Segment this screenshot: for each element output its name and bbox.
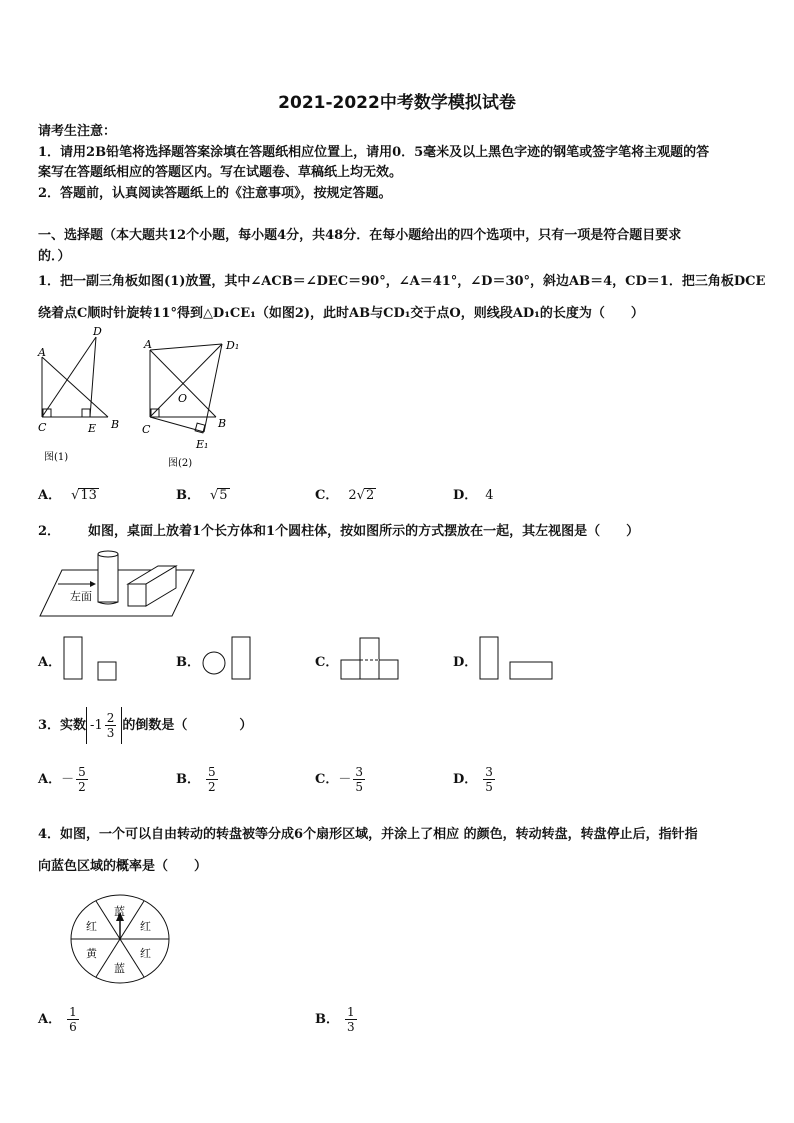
q2-number: 2． [38,524,61,539]
notice-heading: 请考生注意： [38,124,117,139]
fig2-label-o: O [178,392,188,405]
q1-option-a: A． √13 [38,488,97,503]
notice-item2: 2．答题前，认真阅读答题纸上的《注意事项》，按规定答题。 [38,186,392,201]
notice-item1-line2: 案写在答题纸相应的答题区内。写在试题卷、草稿纸上均无效。 [38,165,403,180]
q3-option-b: B． $\frac{5}{2}$ [176,765,216,794]
fig1-label-b: B [111,418,120,431]
spinner-sector-5: 黄 [86,947,97,960]
fig2-label-c: C [142,423,151,436]
q2-option-b-label: B． [176,655,200,670]
section-heading-line2: 的．） [38,249,71,264]
q1-figure-2 [138,330,253,472]
section-heading-line1: 一、选择题（本大题共12个小题，每小题4分，共48分．在每小题给出的四个选项中，只有一项是符合题目要求 [38,228,682,243]
q3-prefix: 3．实数 [38,718,87,733]
q3-suffix: 的倒数是（ ） [122,718,253,733]
spinner-sector-1: 蓝 [114,905,125,918]
q1-figure-1 [30,322,130,467]
q2-option-d-figure [478,636,556,682]
q2-figure [36,546,206,624]
q2-left-face-label: 左面 [70,590,92,603]
q4-option-a: A． $\frac{1}{6}$ [38,1005,77,1034]
q2-option-a-figure [62,636,122,682]
q3-abs-expression: -1 $\frac{2}{3}$ [86,707,122,744]
q1-option-b: B． √5 [176,488,228,503]
q3-stem [38,707,252,744]
notice-item1-line1: 1．请用2B铅笔将选择题答案涂填在答题纸相应位置上，请用0．5毫米及以上黑色字迹的钢笔或签字笔将主观题的答 [38,145,710,160]
spinner-sector-3: 红 [140,947,151,960]
q2-option-c-figure [340,636,400,682]
fig1-label-e: E [88,422,97,435]
q3-option-d: D． $\frac{3}{5}$ [453,765,493,794]
q2-option-d-label: D． [453,655,478,670]
q1-text-line2: 绕着点C顺时针旋转11°得到△D₁CE₁（如图2)，此时AB与CD₁交于点O，则线段AD₁的长度为（ ） [38,306,644,321]
fig2-label-e1: E₁ [196,438,209,451]
fig1-label-a: A [38,346,46,359]
page-title: 2021-2022中考数学模拟试卷 [278,93,516,113]
spinner-sector-2: 红 [140,920,151,933]
fig1-label-c: C [38,421,47,434]
q3-option-c: C．－ $\frac{3}{5}$ [315,765,364,794]
q2-option-a-label: A． [38,655,62,670]
spinner-sector-6: 红 [86,920,97,933]
q1-option-c: C． 2√2 [315,488,375,503]
q1-text-line1: 1．把一副三角板如图(1)放置，其中∠ACB＝∠DEC＝90°，∠A＝41°，∠D＝30°，斜边AB＝4，CD＝1．把三角板DCE [38,274,766,289]
q3-option-a: A．－ $\frac{5}{2}$ [38,765,86,794]
q2-option-b-figure [200,636,258,682]
fig2-label-a: A [144,338,152,351]
fig2-label-b: B [218,417,227,430]
q2-option-c-label: C． [315,655,339,670]
q1-option-d: D． 4 [453,488,494,503]
spinner-sector-4: 蓝 [114,962,125,975]
q4-text-line1: 4．如图，一个可以自由转动的转盘被等分成6个扇形区域，并涂上了相应 的颜色，转动转盘，转盘停止后，指针指 [38,827,698,842]
q4-spinner-figure [68,892,172,988]
fig2-caption: 图(2) [168,458,193,469]
fig1-caption: 图(1) [44,452,69,463]
q4-text-line2: 向蓝色区域的概率是（ ） [38,859,208,874]
q2-text: 如图，桌面上放着1个长方体和1个圆柱体，按如图所示的方式摆放在一起，其左视图是（ ） [88,524,640,539]
fig2-label-d1: D₁ [226,339,240,352]
q4-option-b: B． $\frac{1}{3}$ [315,1005,355,1034]
fig1-label-d: D [93,325,102,338]
